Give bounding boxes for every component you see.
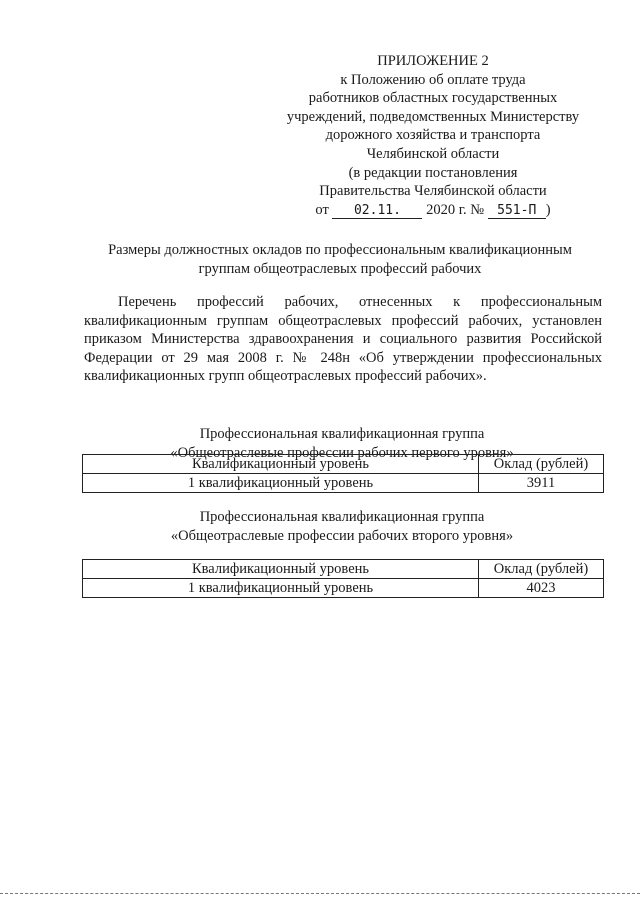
annex-line: к Положению об оплате труда [340,71,526,88]
salary-table [82,454,604,493]
cell-level: 1 квалификационный уровень [83,579,479,598]
document-heading [60,241,620,278]
heading-line: группам общеотраслевых профессий рабочих [198,260,482,277]
annex-line: (в редакции постановления [348,164,518,181]
group-title [82,508,602,545]
date-prefix: от [315,201,329,218]
closing-paren: ) [545,201,551,218]
header-level: Квалификационный уровень [83,560,479,579]
annex-title: ПРИЛОЖЕНИЕ 2 [377,53,489,69]
table-header-row [83,560,604,579]
heading-line: Размеры должностных окладов по профессиональным квалификационным [108,242,572,258]
cell-salary: 3911 [479,474,604,493]
table-row [83,474,604,493]
annex-line: Челябинской области [366,145,500,162]
annex-line: Правительства Челябинской области [319,183,547,200]
year-number-label: 2020 г. № [426,201,485,218]
header-level: Квалификационный уровень [83,455,479,474]
header-salary: Оклад (рублей) [479,560,604,579]
annex-header [268,52,598,219]
annex-date-line [268,201,598,220]
table-header-row [83,455,604,474]
header-salary: Оклад (рублей) [479,455,604,474]
resolution-date: 02.11. [332,203,422,219]
group-title-line: Профессиональная квалификационная группа [199,426,485,442]
scan-edge-divider [0,893,640,894]
annex-line: дорожного хозяйства и транспорта [325,127,541,144]
annex-line: учреждений, подведомственных Министерству [286,108,580,125]
table-row [83,579,604,598]
salary-table [82,559,604,598]
intro-paragraph: Перечень профессий рабочих, отнесенных к профессиональным квалификационным группам общеотраслевых профессий рабочих, установлен приказом Министерства здравоохранения и социального развития Российской Федерации от 29 мая 2008 г. № 248н «Об утверждении профессиональных квалификационных групп общеотраслевых профессий рабочих». [84,294,602,385]
resolution-number: 551-П [488,203,546,219]
annex-line: работников областных государственных [308,90,558,107]
group-title-line: Профессиональная квалификационная группа [199,509,485,525]
group-title-line: «Общеотраслевые профессии рабочих второго уровня» [170,527,514,544]
cell-salary: 4023 [479,579,604,598]
group-title-line: «Общеотраслевые профессии рабочих первого уровня» [170,444,514,461]
cell-level: 1 квалификационный уровень [83,474,479,493]
